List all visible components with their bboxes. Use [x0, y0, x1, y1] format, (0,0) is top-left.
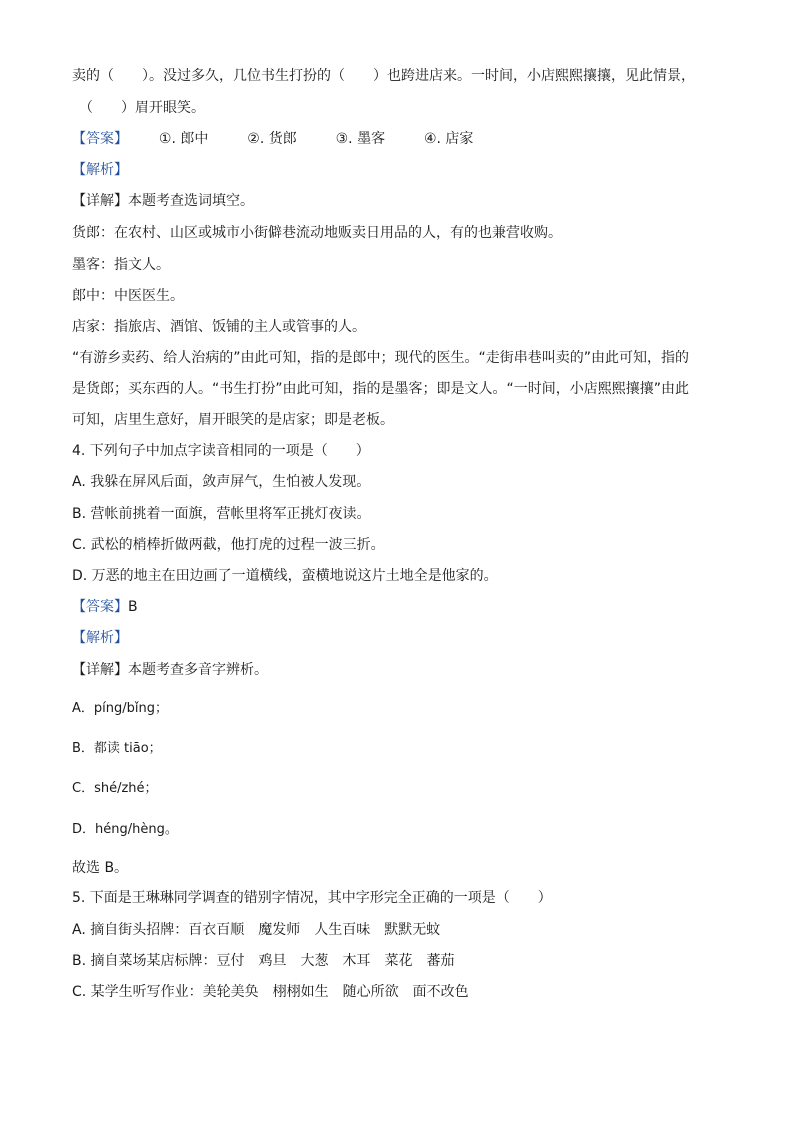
- detail-tag: 【详解】: [72, 193, 128, 209]
- explanation-line: 是货郎；买东西的人。“书生打扮”由此可知，指的是墨客；即是文人。“一时间，小店熙熙攘攘”由此: [72, 381, 690, 397]
- definition-line: 店家：指旅店、酒馆、饭铺的主人或管事的人。: [72, 319, 366, 335]
- detail-text: 本题考查多音字辨析。: [128, 662, 268, 678]
- q3-text-line-2: （ ）眉开眼笑。: [79, 100, 205, 116]
- answer-item: ①. 郎中: [158, 131, 209, 147]
- answer-tag: 【答案】: [72, 599, 128, 615]
- definition-line: 货郎：在农村、山区或城市小街僻巷流动地贩卖日用品的人，有的也兼营收购。: [72, 225, 562, 241]
- detail-line: [72, 191, 254, 211]
- answer-value: B: [128, 599, 138, 615]
- explanation-line: 可知，店里生意好，眉开眼笑的是店家；即是老板。: [72, 412, 394, 428]
- option-a: A. 摘自街头招牌：百衣百顺 魔发师 人生百味 默默无蚊: [72, 922, 441, 938]
- answer-tag: 【答案】: [72, 131, 128, 147]
- option-c: C. 某学生听写作业：美轮美奂 栩栩如生 随心所欲 面不改色: [72, 984, 469, 1000]
- option-c: C. 武松的梢棒折做两截，他打虎的过程一波三折。: [72, 537, 385, 553]
- answer-item: ②. 货郎: [247, 131, 297, 147]
- pinyin-line: C．shé/zhé；: [72, 781, 158, 796]
- answer-item: ④. 店家: [423, 131, 474, 147]
- definition-line: 墨客：指文人。: [72, 257, 170, 273]
- pinyin-line: B．都读 tiāo；: [72, 741, 162, 756]
- q3-text-line-1: 卖的（ ）。没过多久，几位书生打扮的（ ）也跨进店来。一时间，小店熙熙攘攘，见此情景，: [72, 68, 695, 84]
- q4-answer-line: [72, 597, 138, 617]
- option-a: A. 我躲在屏风后面，敛声屏气，生怕被人发现。: [72, 474, 371, 490]
- option-b: B. 营帐前挑着一面旗，营帐里将军正挑灯夜读。: [72, 506, 371, 522]
- analysis-tag: 【解析】: [72, 630, 128, 646]
- detail-text: 本题考查选词填空。: [128, 193, 254, 209]
- answer-item: ③. 墨客: [335, 131, 386, 147]
- pinyin-line: A．píng/bǐng；: [72, 701, 168, 716]
- detail-tag: 【详解】: [72, 662, 128, 678]
- question-stem: 5. 下面是王琳琳同学调查的错别字情况，其中字形完全正确的一项是（ ）: [72, 890, 552, 906]
- explanation-line: “有游乡卖药、给人治病的”由此可知，指的是郎中；现代的医生。“走街串巷叫卖的”由此可知，指的: [72, 350, 690, 366]
- question-stem: 4. 下列句子中加点字读音相同的一项是（ ）: [72, 443, 370, 459]
- detail-line: [72, 660, 268, 680]
- pinyin-line: D．héng/hèng。: [72, 822, 178, 837]
- option-b: B. 摘自菜场某店标牌：豆付 鸡旦 大葱 木耳 菜花 蕃茄: [72, 953, 455, 969]
- option-d: D. 万恶的地主在田边画了一道横线，蛮横地说这片土地全是他家的。: [72, 568, 498, 584]
- definition-line: 郎中：中医医生。: [72, 288, 184, 304]
- q3-answer-line: [72, 129, 473, 149]
- conclusion: 故选 B。: [72, 860, 129, 876]
- analysis-tag: 【解析】: [72, 162, 128, 178]
